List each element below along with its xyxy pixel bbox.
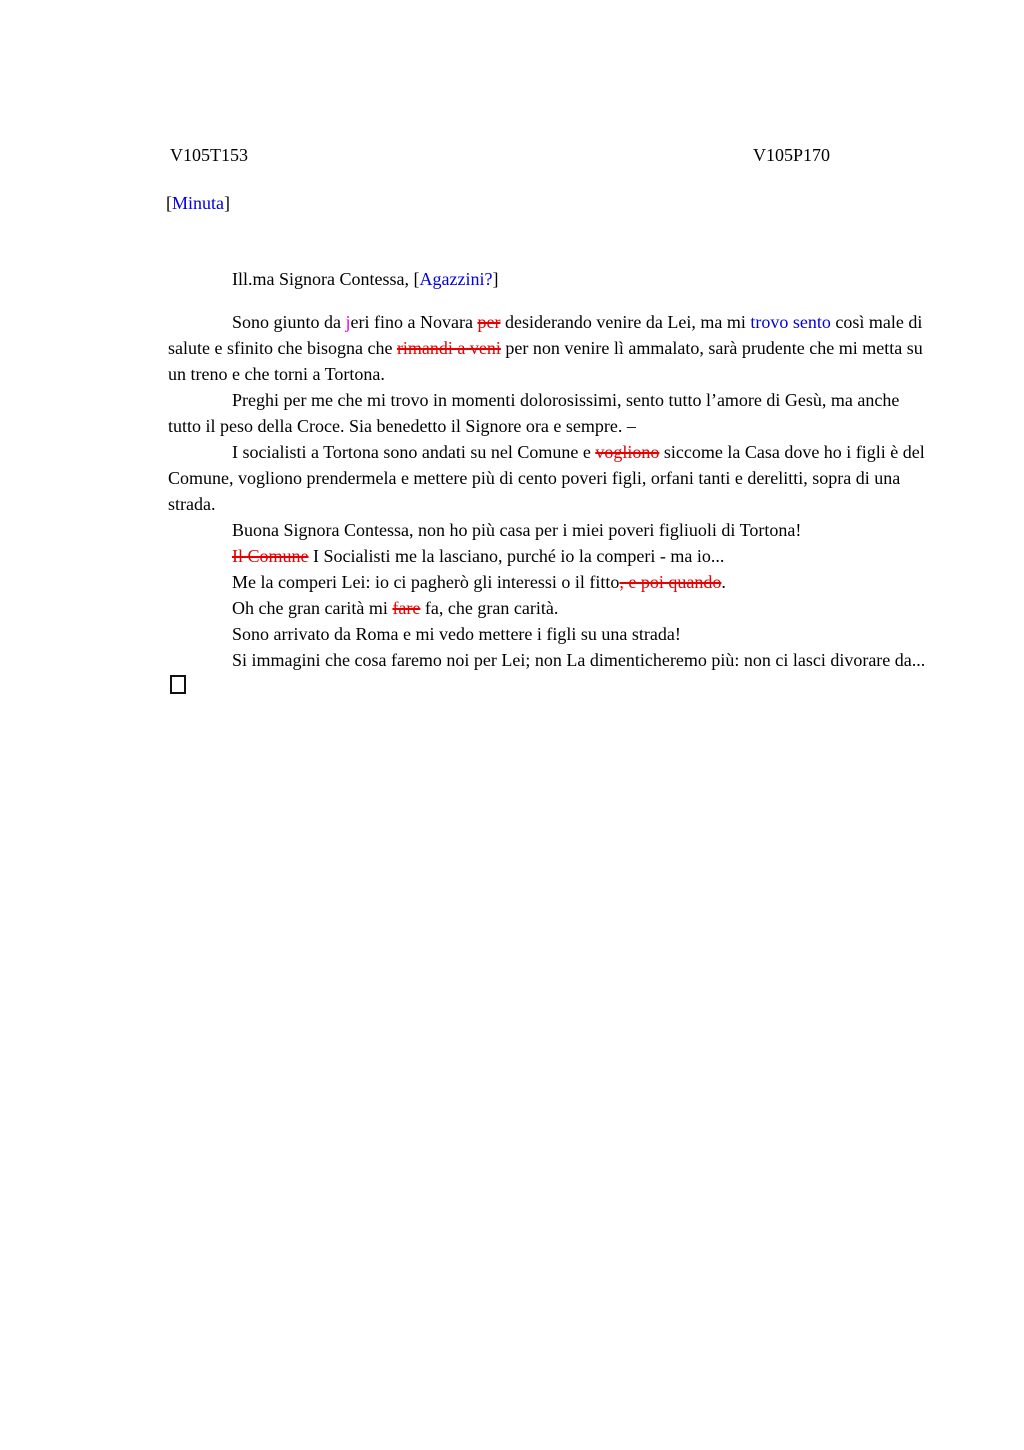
deleted-text-run: vogliono: [595, 442, 660, 462]
deleted-text-run: , e poi quando: [619, 572, 722, 592]
paragraph-9: [168, 647, 928, 673]
text-run: .: [721, 572, 726, 592]
paragraph-7: [168, 595, 928, 621]
text-run: siccome la Casa dove ho i figli è del Comune, vogliono prendermela e mettere più di cento poveri figli, orfani tanti e derelitti, sopra di una strada.: [168, 442, 925, 514]
corrected-letter-run: j: [345, 312, 351, 332]
salutation-line: [168, 266, 928, 292]
deleted-text-run: fare: [392, 598, 421, 618]
paragraph-5: [168, 543, 928, 569]
paragraph-2: [168, 387, 928, 439]
document-code-left: V105T153: [170, 145, 248, 165]
paragraph-3: [168, 439, 928, 517]
text-run: desiderando venire da Lei, ma mi: [500, 312, 751, 332]
text-run: I socialisti a Tortona sono andati su nel Comune e: [232, 442, 596, 462]
text-run: Oh che gran carità mi: [232, 598, 393, 618]
text-run: ]: [224, 193, 230, 213]
inserted-text-run: Agazzini?: [419, 269, 493, 289]
deleted-text-run: rimandi a veni: [396, 338, 501, 358]
paragraph-8: [168, 621, 928, 647]
text-run: così male di salute e sfinito che bisogna che: [168, 312, 923, 358]
paragraph-4: [168, 517, 928, 543]
text-run: Buona Signora Contessa, non ho più casa per i miei poveri figliuoli di Tortona!: [232, 520, 802, 540]
paragraph-1: [168, 309, 928, 387]
missing-glyph-line: [168, 673, 928, 699]
text-run: ]: [492, 269, 499, 289]
text-run: Si immagini che cosa faremo noi per Lei; non La dimenticheremo più: non ci lasci divorare da...: [232, 650, 926, 670]
missing-glyph-box: [170, 675, 186, 694]
deleted-text-run: Il Comune: [232, 546, 309, 566]
document-code-right: V105P170: [753, 145, 831, 165]
inserted-text-run: trovo sento: [750, 312, 831, 332]
text-run: Preghi per me che mi trovo in momenti dolorosissimi, sento tutto l’amore di Gesù, ma anche tutto il peso della Croce. Sia benedetto il Signore ora e sempre. –: [168, 390, 900, 436]
text-run: Me la comperi Lei: io ci pagherò gli interessi o il fitto: [232, 572, 620, 592]
document-type-note: [166, 190, 230, 216]
text-run: Sono giunto da: [232, 312, 346, 332]
text-run: [: [166, 193, 172, 213]
deleted-text-run: per: [477, 312, 501, 332]
text-run: I Socialisti me la lasciano, purché io la comperi - ma io...: [308, 546, 725, 566]
text-run: fa, che gran carità.: [420, 598, 559, 618]
text-run: Sono arrivato da Roma e mi vedo mettere i figli su una strada!: [232, 624, 681, 644]
paragraph-6: [168, 569, 928, 595]
text-run: per non venire lì ammalato, sarà prudente che mi metta su un treno e che torni a Tortona.: [168, 338, 923, 384]
inserted-text-run: Minuta: [172, 193, 224, 213]
text-run: eri fino a Novara: [350, 312, 478, 332]
text-run: Ill.ma Signora Contessa, [: [232, 269, 420, 289]
letter-body: [168, 309, 928, 699]
